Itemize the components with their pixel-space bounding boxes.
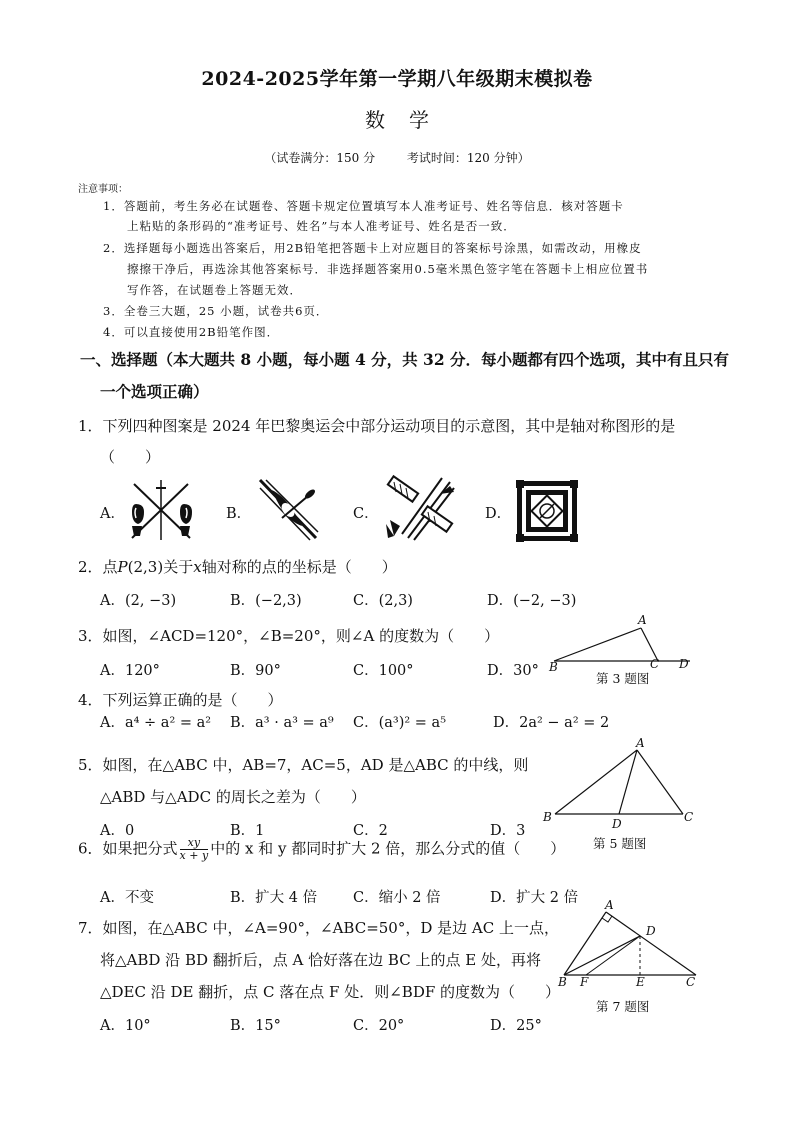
option-d[interactable]: D． bbox=[485, 506, 512, 522]
q7-label-b: B bbox=[558, 975, 567, 989]
subject-title: 数学 bbox=[365, 108, 453, 132]
q3-label-a: A bbox=[638, 613, 647, 627]
q7-caption: 第 7 题图 bbox=[596, 999, 650, 1014]
q2-text: 2．点 bbox=[78, 558, 118, 576]
fraction-denominator: x + y bbox=[179, 849, 209, 862]
option-c[interactable]: C．2 bbox=[353, 823, 388, 839]
question-5-stem-cont: △ABD 与△ADC 的周长之差为（ ） bbox=[100, 788, 366, 806]
q5-caption: 第 5 题图 bbox=[593, 836, 647, 851]
option-b[interactable]: B．扩大 4 倍 bbox=[230, 890, 318, 906]
q3-label-c: C bbox=[650, 657, 660, 671]
section-heading: 一、选择题（本大题共 8 小题，每小题 4 分，共 32 分．每小题都有四个选项，其中有且只有 bbox=[80, 350, 730, 369]
q7-label-c: C bbox=[686, 975, 696, 989]
question-5-stem: 5．如图，在△ABC 中，AB=7，AC=5，AD 是△ABC 的中线，则 bbox=[78, 756, 529, 774]
badminton-icon bbox=[384, 474, 458, 544]
notice-line: 写作答，在试题卷上答题无效． bbox=[127, 283, 302, 297]
answer-paren: （ ） bbox=[100, 448, 161, 466]
q6-text: 中的 x 和 y 都同时扩大 2 倍，那么分式的值（ ） bbox=[210, 839, 566, 858]
option-c[interactable]: C． bbox=[353, 506, 379, 522]
question-7-stem-cont: 将△ABD 沿 BD 翻折后，点 A 恰好落在边 BC 上的点 E 处，再将 bbox=[100, 951, 541, 969]
exam-info bbox=[0, 149, 794, 166]
q3-caption: 第 3 题图 bbox=[596, 671, 650, 686]
notice-line: 4．可以直接使用2B铅笔作图． bbox=[103, 325, 280, 339]
option-d[interactable]: D．(−2, −3) bbox=[487, 593, 577, 609]
option-c[interactable]: C．缩小 2 倍 bbox=[353, 890, 441, 906]
notice-line: 1．答题前，考生务必在试题卷、答题卡规定位置填写本人准考证号、姓名等信息．核对答题卡 bbox=[103, 199, 624, 213]
option-d[interactable]: D．3 bbox=[490, 823, 526, 839]
option-b[interactable]: B．15° bbox=[230, 1018, 281, 1034]
q5-label-d: D bbox=[612, 817, 622, 831]
option-c[interactable]: C．100° bbox=[353, 663, 414, 679]
option-c[interactable]: C．(2,3) bbox=[353, 593, 413, 609]
q2-text: 轴对称的点的坐标是（ ） bbox=[201, 558, 397, 576]
option-b[interactable]: B． bbox=[226, 506, 252, 522]
option-b[interactable]: B．a³ · a³ = a⁹ bbox=[230, 715, 334, 731]
question-7-stem-cont: △DEC 沿 DE 翻折，点 C 落在点 F 处．则∠BDF 的度数为（ ） bbox=[100, 983, 561, 1001]
q3-label-d: D bbox=[679, 657, 689, 671]
option-d[interactable]: D．25° bbox=[490, 1018, 542, 1034]
option-a[interactable]: A．不变 bbox=[100, 890, 154, 906]
fraction-numerator: xy bbox=[180, 837, 209, 850]
fencing-icon bbox=[126, 478, 196, 544]
notice-line: 上粘贴的条形码的“准考证号、姓名”与本人准考证号、姓名是否一致． bbox=[127, 219, 516, 233]
notice-line: 2．选择题每小题选出答案后，用2B铅笔把答题卡上对应题目的答案标号涂黑，如需改动，用橡皮 bbox=[103, 241, 642, 255]
option-a[interactable]: A．0 bbox=[100, 823, 135, 839]
option-b[interactable]: B．(−2,3) bbox=[230, 593, 302, 609]
q5-label-a: A bbox=[636, 736, 645, 750]
option-d[interactable]: D．扩大 2 倍 bbox=[490, 890, 579, 906]
q3-triangle-figure bbox=[544, 612, 694, 674]
exam-title: 2024-2025学年第一学期八年级期末模拟卷 bbox=[201, 68, 593, 90]
q2-text: 关于 bbox=[163, 558, 194, 576]
wrestling-icon bbox=[516, 480, 578, 542]
q2-axis: x bbox=[193, 558, 202, 576]
q2-coords: (2,3) bbox=[127, 558, 164, 576]
section-heading-cont: 一个选项正确） bbox=[100, 382, 209, 401]
option-c[interactable]: C．(a³)² = a⁵ bbox=[353, 715, 447, 731]
q7-label-d: D bbox=[646, 924, 656, 938]
option-a[interactable]: A．120° bbox=[100, 663, 160, 679]
question-1-stem: 1．下列四种图案是 2024 年巴黎奥运会中部分运动项目的示意图，其中是轴对称图形的是 bbox=[78, 417, 676, 435]
q6-text: 6．如果把分式 bbox=[78, 839, 178, 858]
option-b[interactable]: B．90° bbox=[230, 663, 281, 679]
q5-label-c: C bbox=[684, 810, 694, 824]
canoe-icon bbox=[258, 478, 320, 542]
q3-label-b: B bbox=[549, 660, 558, 674]
option-a[interactable]: A． bbox=[100, 506, 125, 522]
question-2-stem bbox=[78, 556, 397, 577]
option-a[interactable]: A．10° bbox=[100, 1018, 151, 1034]
option-a[interactable]: A．a⁴ ÷ a² = a² bbox=[100, 715, 212, 731]
option-c[interactable]: C．20° bbox=[353, 1018, 405, 1034]
q7-triangle-figure bbox=[560, 900, 700, 980]
notice-line: 3．全卷三大题，25 小题，试卷共6页． bbox=[103, 304, 329, 318]
q5-label-b: B bbox=[543, 810, 552, 824]
q2-point: P bbox=[117, 558, 128, 576]
full-score: （试卷满分：150 分 bbox=[264, 151, 376, 165]
q7-label-a: A bbox=[605, 898, 614, 912]
fraction bbox=[180, 837, 209, 862]
question-3-stem: 3．如图，∠ACD=120°，∠B=20°，则∠A 的度数为（ ） bbox=[78, 627, 500, 645]
q5-triangle-figure bbox=[550, 740, 690, 820]
q7-label-e: E bbox=[636, 975, 645, 989]
question-7-stem: 7．如图，在△ABC 中，∠A=90°，∠ABC=50°，D 是边 AC 上一点， bbox=[78, 919, 559, 937]
question-6-stem bbox=[78, 837, 565, 862]
notice-line: 擦擦干净后，再选涂其他答案标号．非选择题答案用0.5毫米黑色签字笔在答题卡上相应位置书 bbox=[127, 262, 649, 276]
q7-label-f: F bbox=[580, 975, 589, 989]
exam-time: 考试时间：120 分钟） bbox=[406, 151, 530, 165]
notice-heading: 注意事项： bbox=[78, 184, 128, 195]
question-4-stem: 4．下列运算正确的是（ ） bbox=[78, 691, 283, 709]
option-d[interactable]: D．2a² − a² = 2 bbox=[493, 715, 610, 731]
option-d[interactable]: D．30° bbox=[487, 663, 539, 679]
option-a[interactable]: A．(2, −3) bbox=[100, 593, 177, 609]
option-b[interactable]: B．1 bbox=[230, 823, 265, 839]
